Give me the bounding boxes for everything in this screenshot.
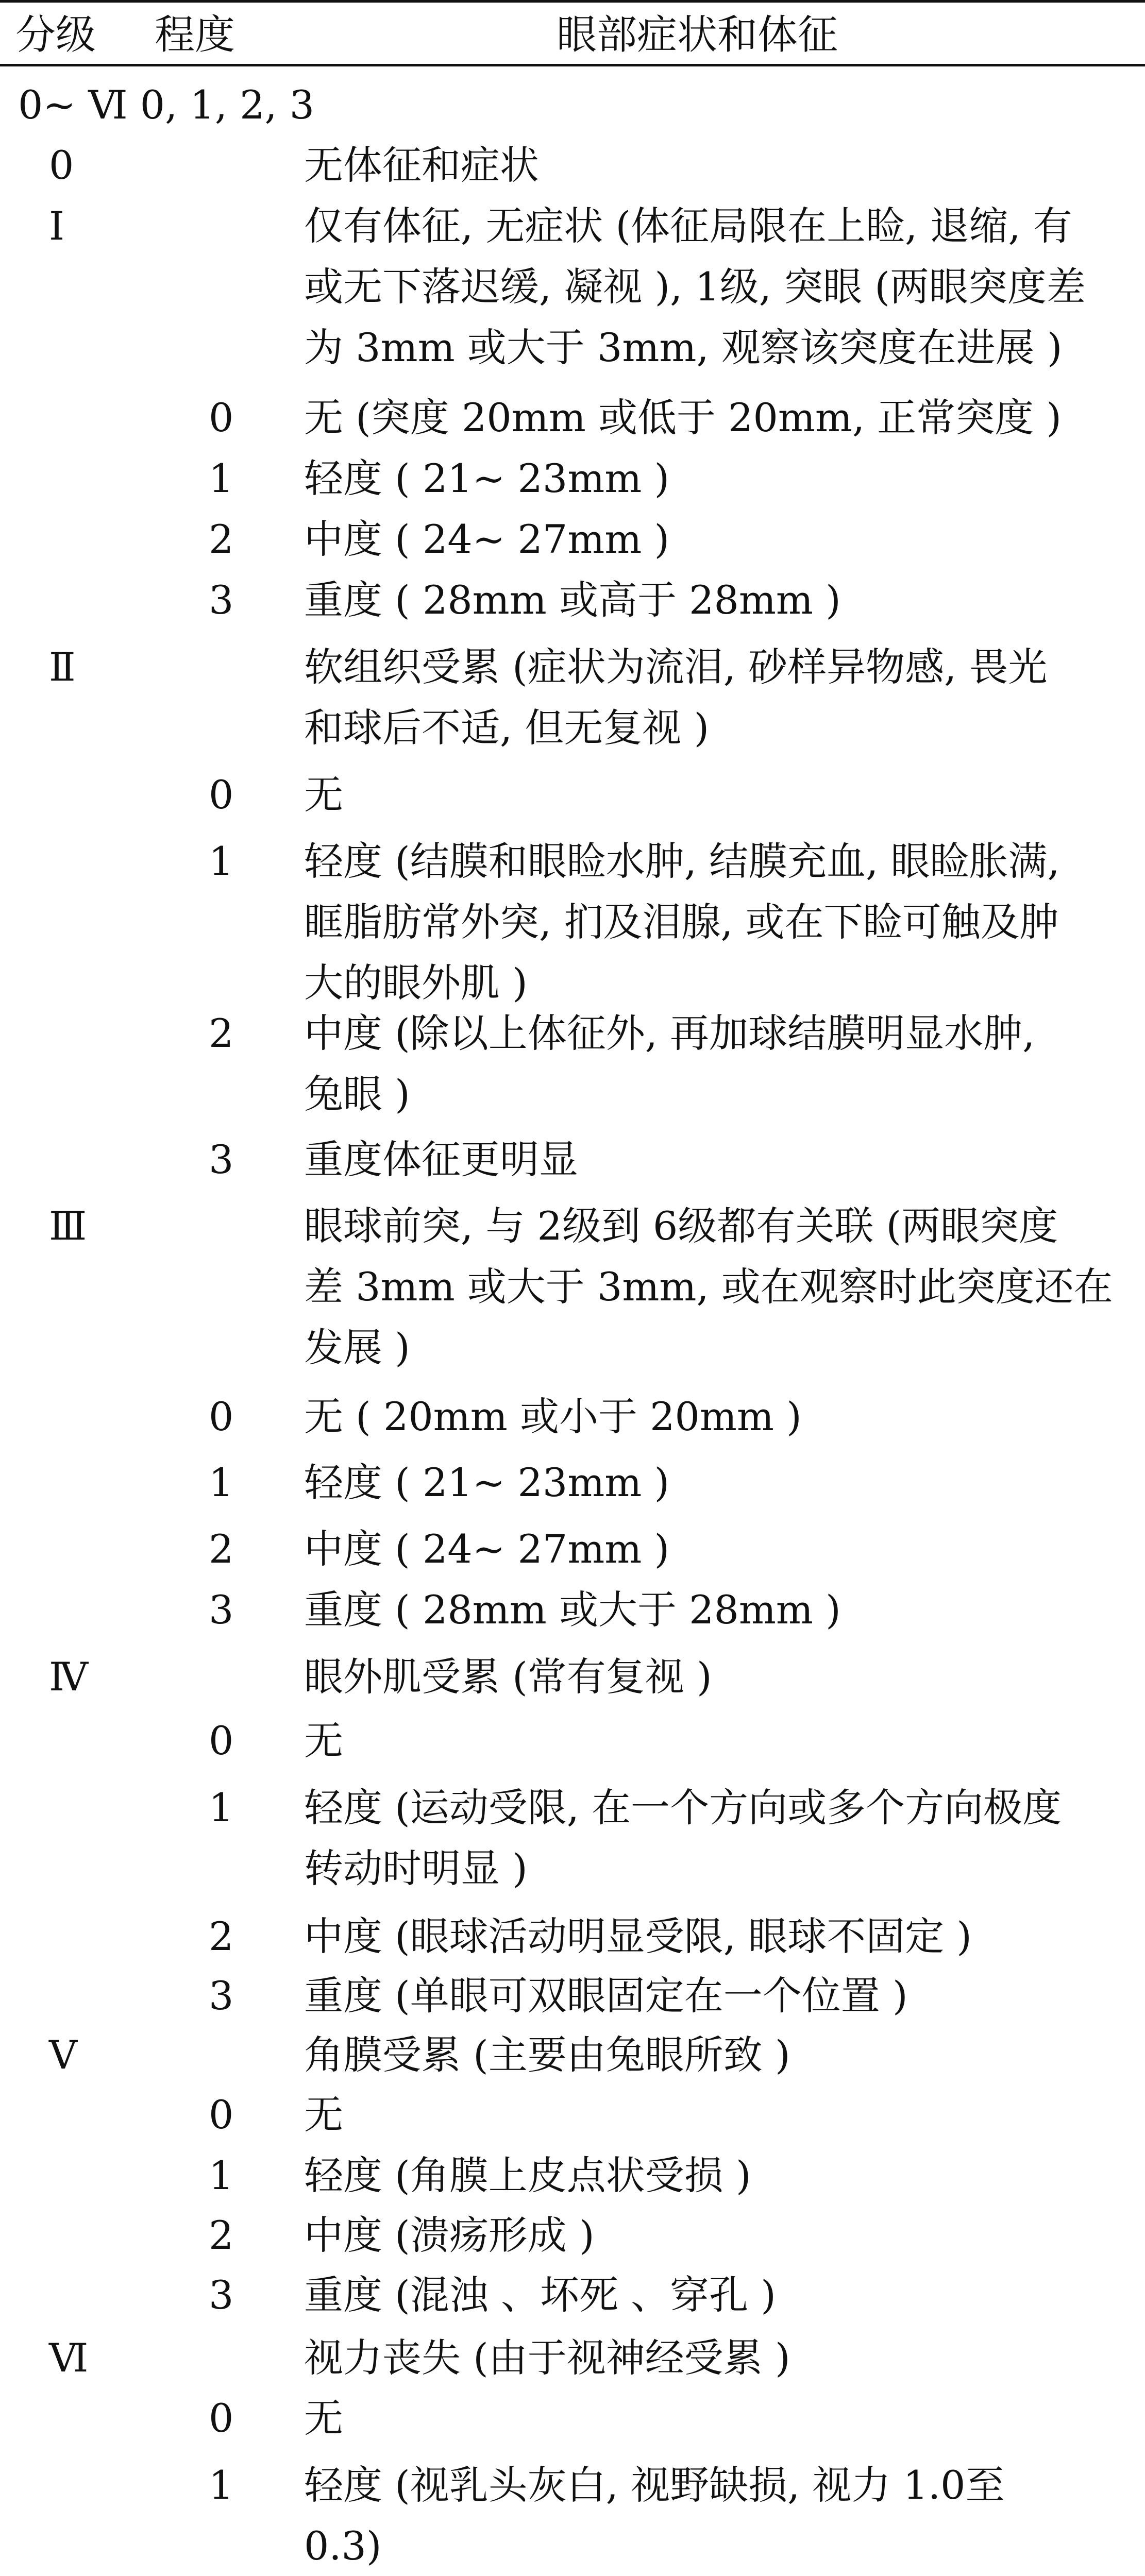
level-cell: 2 <box>209 2212 234 2258</box>
description-cell: 重度 ( 28mm 或高于 28mm ) <box>304 577 841 623</box>
level-cell: 3 <box>209 1137 234 1182</box>
description-cell: 中度 ( 24~ 27mm ) <box>304 516 670 562</box>
description-cell: 中度 ( 24~ 27mm ) <box>304 1526 670 1572</box>
grade-cell: Ⅳ <box>49 1654 88 1700</box>
level-cell: 3 <box>209 2272 234 2318</box>
range-text: 0~ Ⅵ 0, 1, 2, 3 <box>18 82 315 128</box>
level-cell: 1 <box>209 1785 234 1831</box>
description-cell: 无 <box>304 772 343 818</box>
level-cell: 0 <box>209 2092 234 2138</box>
level-cell: 2 <box>209 1913 234 1959</box>
level-cell: 0 <box>209 395 234 440</box>
grade-cell: 0 <box>49 142 74 188</box>
description-cell: 无 ( 20mm 或小于 20mm ) <box>304 1394 802 1439</box>
level-cell: 0 <box>209 1394 234 1439</box>
description-cell: 轻度 ( 21~ 23mm ) <box>304 1460 670 1505</box>
description-cell: 无 <box>304 2395 343 2441</box>
level-cell: 2 <box>209 516 234 562</box>
description-cell: 无体征和症状 <box>304 142 539 188</box>
description-cell: 中度 (除以上体征外, 再加球结膜明显水肿, 兔眼 ) <box>304 1010 1035 1117</box>
column-header-grade: 分级 <box>15 12 96 58</box>
description-cell: 软组织受累 (症状为流泪, 砂样异物感, 畏光 和球后不适, 但无复视 ) <box>304 644 1048 751</box>
description-cell: 轻度 ( 21~ 23mm ) <box>304 455 670 501</box>
description-cell: 中度 (溃疡形成 ) <box>304 2212 595 2258</box>
grade-cell: Ⅲ <box>49 1203 87 1249</box>
grade-cell: Ⅴ <box>49 2032 77 2078</box>
description-cell: 无 (突度 20mm 或低于 20mm, 正常突度 ) <box>304 395 1062 440</box>
level-cell: 2 <box>209 1010 234 1056</box>
level-cell: 1 <box>209 838 234 884</box>
column-header-degree: 程度 <box>155 12 235 58</box>
level-cell: 3 <box>209 577 234 623</box>
description-cell: 重度体征更明显 <box>304 1137 578 1182</box>
level-cell: 1 <box>209 1460 234 1505</box>
column-header-signs: 眼部症状和体征 <box>557 12 838 58</box>
level-cell: 0 <box>209 1718 234 1764</box>
grade-cell: Ⅵ <box>49 2335 89 2381</box>
level-cell: 2 <box>209 1526 234 1572</box>
description-cell: 重度 ( 28mm 或大于 28mm ) <box>304 1587 841 1633</box>
description-cell: 眼外肌受累 (常有复视 ) <box>304 1654 712 1700</box>
level-cell: 3 <box>209 1587 234 1633</box>
description-cell: 轻度 (结膜和眼睑水肿, 结膜充血, 眼睑胀满, 眶脂肪常外突, 扪及泪腺, 或在下睑可触及肿 大的眼外肌 ) <box>304 838 1060 1006</box>
description-cell: 仅有体征, 无症状 (体征局限在上睑, 退缩, 有 或无下落迟缓, 凝视 ), 1级, 突眼 (两眼突度差 为 3mm 或大于 3mm, 观察该突度在进展 ) <box>304 203 1086 370</box>
description-cell: 角膜受累 (主要由兔眼所致 ) <box>304 2032 790 2078</box>
description-cell: 中度 (眼球活动明显受限, 眼球不固定 ) <box>304 1913 972 1959</box>
description-cell: 轻度 (角膜上皮点状受损 ) <box>304 2153 751 2198</box>
level-cell: 1 <box>209 455 234 501</box>
level-cell: 3 <box>209 1973 234 2019</box>
grade-cell: Ⅱ <box>49 644 76 690</box>
table-header-rule <box>0 64 1145 66</box>
description-cell: 眼球前突, 与 2级到 6级都有关联 (两眼突度 差 3mm 或大于 3mm, 或在观察时此突度还在 发展 ) <box>304 1203 1113 1370</box>
description-cell: 重度 (单眼可双眼固定在一个位置 ) <box>304 1973 908 2019</box>
description-cell: 轻度 (运动受限, 在一个方向或多个方向极度 转动时明显 ) <box>304 1785 1062 1891</box>
description-cell: 重度 (混浊 、坏死 、穿孔 ) <box>304 2272 776 2318</box>
description-cell: 视力丧失 (由于视神经受累 ) <box>304 2335 790 2381</box>
table-top-rule <box>0 0 1145 3</box>
grade-cell: Ⅰ <box>49 203 65 249</box>
description-cell: 轻度 (视乳头灰白, 视野缺损, 视力 1.0至 0.3) <box>304 2462 1005 2569</box>
level-cell: 0 <box>209 772 234 818</box>
level-cell: 1 <box>209 2462 234 2508</box>
description-cell: 无 <box>304 1718 343 1764</box>
level-cell: 0 <box>209 2395 234 2441</box>
description-cell: 无 <box>304 2092 343 2138</box>
level-cell: 1 <box>209 2153 234 2198</box>
